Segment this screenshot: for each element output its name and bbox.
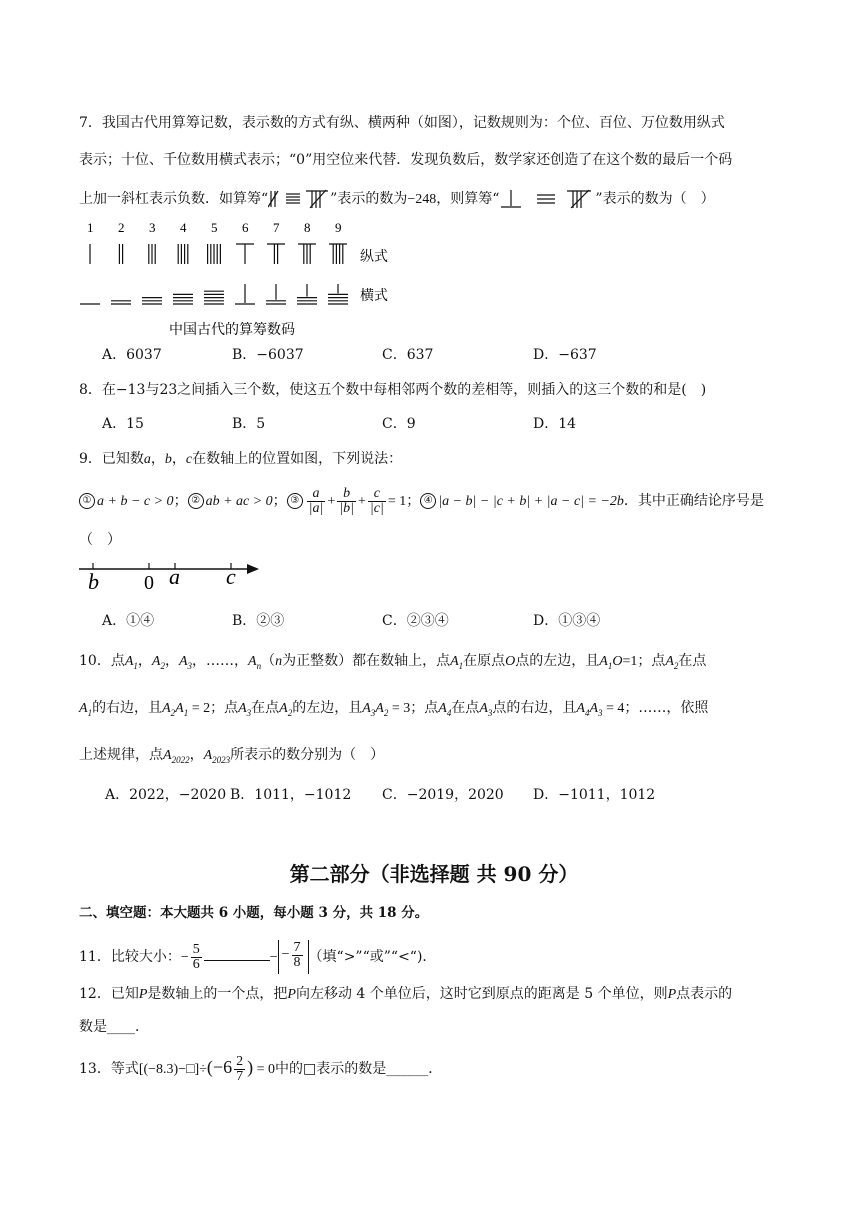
q10-t2c: 在点 bbox=[251, 700, 280, 716]
frac-c bbox=[368, 487, 386, 516]
q7-line-2: 表示；十位、千位数用横式表示；“0”用空位来代替．发现负数后，数学家还创造了在这个数的最后一个码 bbox=[79, 152, 733, 168]
q9-text-d: 在数轴上的位置如图，下列说法： bbox=[192, 451, 403, 467]
q7-line3-a: 上加一斜杠表示负数．如算筹“ bbox=[79, 191, 269, 207]
q11-frac-1 bbox=[191, 943, 202, 972]
q7-option-c[interactable]: C．637 bbox=[382, 347, 434, 363]
vertical-rods-row bbox=[90, 244, 347, 264]
q10-t1c: （ bbox=[261, 653, 276, 669]
var-a: a bbox=[143, 452, 151, 467]
vertical-label: 纵式 bbox=[360, 249, 388, 265]
frac-b bbox=[337, 487, 356, 516]
q11-frac2-num: 7 bbox=[293, 939, 301, 955]
rod-numerals-figure bbox=[79, 218, 419, 348]
q9-text-c: ， bbox=[171, 451, 186, 467]
circled-4: ④ bbox=[420, 493, 436, 509]
circled-3: ③ bbox=[287, 493, 303, 509]
q11-frac1-den: 6 bbox=[192, 956, 200, 972]
q12-line-2: 数是____． bbox=[79, 1019, 149, 1035]
q13-expr1: [(−8.3)−□]÷ bbox=[138, 1062, 207, 1077]
q8-option-c[interactable]: C．9 bbox=[382, 416, 416, 432]
q11-abs bbox=[278, 940, 309, 974]
q9-line-2: ① a + b − c > 0； ② ab + ac > 0； ③ $\frac{a}{|a|}$ + $\frac{b}{|b|}$ + $\frac{c}{|c|}$ = 1； ④ |a − b| − |c + b| + |a − c| = −2b．其中正确结论序号是 bbox=[79, 486, 764, 517]
frac-b-den: |b| bbox=[339, 500, 355, 516]
horizontal-rods-row bbox=[80, 284, 348, 304]
q10-option-c[interactable]: C．−2019，2020 bbox=[382, 787, 504, 803]
q10-t1e: 在原点 bbox=[463, 653, 506, 669]
q9-tail: ．其中正确结论序号是 bbox=[623, 493, 764, 509]
q10-t2g: 点的右边，且 bbox=[492, 700, 577, 716]
statement-2: ab + ac > 0 bbox=[205, 494, 273, 509]
var-p-2: P bbox=[287, 987, 296, 1002]
q10-t2f: 在点 bbox=[451, 700, 480, 716]
q11-suffix: （填“>”“或”“<“)． bbox=[308, 949, 437, 965]
q13-prefix: 13．等式 bbox=[79, 1061, 139, 1077]
q10-t2d: 的左边，且 bbox=[292, 700, 363, 716]
frac-c-den-var: c bbox=[373, 500, 380, 516]
frac-b-den-var: b bbox=[343, 500, 351, 516]
frac-a-den-var: a bbox=[312, 500, 320, 516]
q8-option-a[interactable]: A．15 bbox=[102, 416, 144, 432]
q12-line-1 bbox=[79, 984, 732, 1005]
q13-expr2: (−6 bbox=[206, 1057, 233, 1077]
digit-label: 7 bbox=[273, 220, 280, 235]
q10-option-d[interactable]: D．−1011，1012 bbox=[533, 787, 656, 803]
number-line bbox=[79, 558, 279, 592]
q10-t2a: 的右边，且 bbox=[92, 700, 163, 716]
rod-numeral-question bbox=[499, 188, 595, 210]
var-c: c bbox=[185, 452, 193, 467]
part2-heading: 二、填空题：本大题共 6 小题，每小题 3 分，共 18 分。 bbox=[79, 905, 429, 921]
q10-t2b: ；点 bbox=[210, 700, 239, 716]
q10-t3a: 上述规律，点 bbox=[79, 747, 163, 763]
q7-line-3 bbox=[79, 188, 715, 210]
q10-t2e: ；点 bbox=[410, 700, 439, 716]
q10-line-2: $A_1$的右边，且$A_2A_1 = 2$；点$A_3$在点$A_2$的左边，且$A_3A_2 = 3$；点$A_4$在点$A_3$点的右边，且$A_4A_3 = 4$；……，依照 bbox=[79, 700, 709, 718]
q11-minus-1: − bbox=[180, 950, 189, 965]
q10-option-a[interactable]: A．2022，−2020 bbox=[105, 787, 227, 803]
q13-frac-num: 2 bbox=[236, 1053, 244, 1069]
q11-minus-3: − bbox=[281, 947, 290, 962]
frac-a-num: a bbox=[307, 487, 326, 502]
q9-option-c[interactable]: C．②③④ bbox=[382, 613, 449, 629]
q13-suffix: 中的□表示的数是______． bbox=[274, 1061, 443, 1077]
digit-label: 5 bbox=[211, 220, 218, 235]
q10-t1d: 为正整数）都在数轴上，点 bbox=[282, 653, 451, 669]
q9-option-a[interactable]: A．①④ bbox=[102, 613, 155, 629]
var-p-3: P bbox=[667, 987, 677, 1002]
q7-line-1: 7．我国古代用算筹记数，表示数的方式有纵、横两种（如图），记数规则为：个位、百位、万位数用纵式 bbox=[79, 115, 725, 131]
q13-line bbox=[79, 1052, 442, 1085]
axis-label-b: b bbox=[88, 569, 99, 592]
q10-line-1: 10．点$A_1$，$A_2$，$A_3$，……，$A_n(n$为正整数）都在数轴上，点$A_1$在原点O点的左边，且$A_1O=1$；点$A_2$在点 bbox=[79, 653, 707, 671]
q9-line-1 bbox=[79, 449, 402, 470]
rod-figure bbox=[79, 218, 419, 354]
horizontal-label: 横式 bbox=[360, 288, 388, 304]
digit-label: 1 bbox=[87, 220, 94, 235]
q11-frac1-num: 5 bbox=[192, 941, 200, 957]
q10-t1g: ；点 bbox=[637, 653, 666, 669]
q11-frac2-den: 8 bbox=[293, 954, 301, 970]
q10-t3b: ， bbox=[189, 747, 204, 763]
q13-expr4: = 0 bbox=[253, 1062, 275, 1077]
q7-option-a[interactable]: A．6037 bbox=[102, 347, 162, 363]
axis-label-a: a bbox=[169, 564, 180, 589]
statement-1: a + b − c > 0 bbox=[97, 494, 174, 509]
rod-numeral-248 bbox=[268, 188, 330, 210]
q9-option-d[interactable]: D．①③④ bbox=[533, 613, 601, 629]
var-p-1: P bbox=[138, 987, 148, 1002]
q12-t1d: 点表示的 bbox=[676, 986, 733, 1002]
q10-line-3: 上述规律，点$A_{2022}$，$A_{2023}$所表示的数分别为（ ） bbox=[79, 747, 385, 765]
q11-minus-2: − bbox=[269, 950, 278, 965]
part2-title: 第二部分（非选择题 共 90 分） bbox=[289, 862, 579, 886]
q7-line3-d: ，则算筹“ bbox=[436, 191, 500, 207]
digit-label: 9 bbox=[335, 220, 342, 235]
q10-t1h: 在点 bbox=[678, 653, 707, 669]
digit-label: 3 bbox=[149, 220, 156, 235]
q13-frac-den: 7 bbox=[236, 1068, 244, 1084]
q9-text-b: ， bbox=[150, 451, 165, 467]
circled-1: ① bbox=[79, 493, 95, 509]
q7-line3-c: −248 bbox=[407, 192, 437, 207]
q11-frac-2 bbox=[292, 941, 303, 970]
q10-t1a: 10．点 bbox=[79, 653, 125, 669]
q12-t1a: 12．已知 bbox=[79, 986, 139, 1002]
q10-option-b[interactable]: B．1011，−1012 bbox=[230, 787, 352, 803]
q9-text-a: 9．已知数 bbox=[79, 451, 144, 467]
frac-a-den: |a| bbox=[308, 500, 324, 516]
q11-line bbox=[79, 940, 436, 974]
q10-t1f: 点的左边，且 bbox=[515, 653, 600, 669]
digit-label: 6 bbox=[242, 220, 249, 235]
circled-2: ② bbox=[188, 493, 204, 509]
statement-3-rhs: = 1 bbox=[387, 494, 407, 509]
frac-c-den: |c| bbox=[369, 500, 384, 516]
q10-t3c: 所表示的数分别为（ ） bbox=[230, 747, 385, 763]
digit-label: 2 bbox=[118, 220, 125, 235]
frac-c-num: c bbox=[368, 487, 386, 502]
digit-row bbox=[87, 220, 342, 235]
statement-4: |a − b| − |c + b| + |a − c| = −2b bbox=[438, 494, 624, 509]
q10-t1b: ，……， bbox=[192, 653, 249, 669]
q13-expr3: ) bbox=[247, 1057, 254, 1077]
q12-t1c: 向左移动 4 个单位后，这时它到原点的距离是 5 个单位，则 bbox=[295, 986, 668, 1002]
q13-frac bbox=[234, 1055, 245, 1084]
q8-text: 8．在−13与23之间插入三个数，使这五个数中每相邻两个数的差相等，则插入的这三个数的和是( ) bbox=[79, 382, 707, 398]
figure-caption: 中国古代的算筹数码 bbox=[169, 322, 295, 338]
q10-t2h: ；……，依照 bbox=[624, 700, 709, 716]
q8-option-d[interactable]: D．14 bbox=[533, 416, 577, 432]
q9-paren: （ ） bbox=[79, 532, 121, 548]
digit-label: 8 bbox=[304, 220, 311, 235]
q7-option-b[interactable]: B．−6037 bbox=[232, 347, 304, 363]
axis-label-c: c bbox=[226, 564, 236, 589]
q7-line3-e: ”表示的数为（ ） bbox=[595, 191, 715, 207]
q7-line3-b: ”表示的数为 bbox=[330, 191, 408, 207]
q11-answer-blank[interactable] bbox=[204, 946, 270, 961]
digit-label: 4 bbox=[180, 220, 187, 235]
q11-prefix: 11．比较大小： bbox=[79, 949, 181, 965]
frac-a bbox=[307, 487, 326, 516]
q7-option-d[interactable]: D．−637 bbox=[533, 347, 597, 363]
q12-t1b: 是数轴上的一个点，把 bbox=[147, 986, 288, 1002]
q9-option-b[interactable]: B．②③ bbox=[232, 613, 285, 629]
axis-label-0: 0 bbox=[144, 572, 154, 592]
q8-option-b[interactable]: B．5 bbox=[232, 416, 266, 432]
frac-b-num: b bbox=[337, 487, 356, 502]
var-b: b bbox=[164, 452, 172, 467]
